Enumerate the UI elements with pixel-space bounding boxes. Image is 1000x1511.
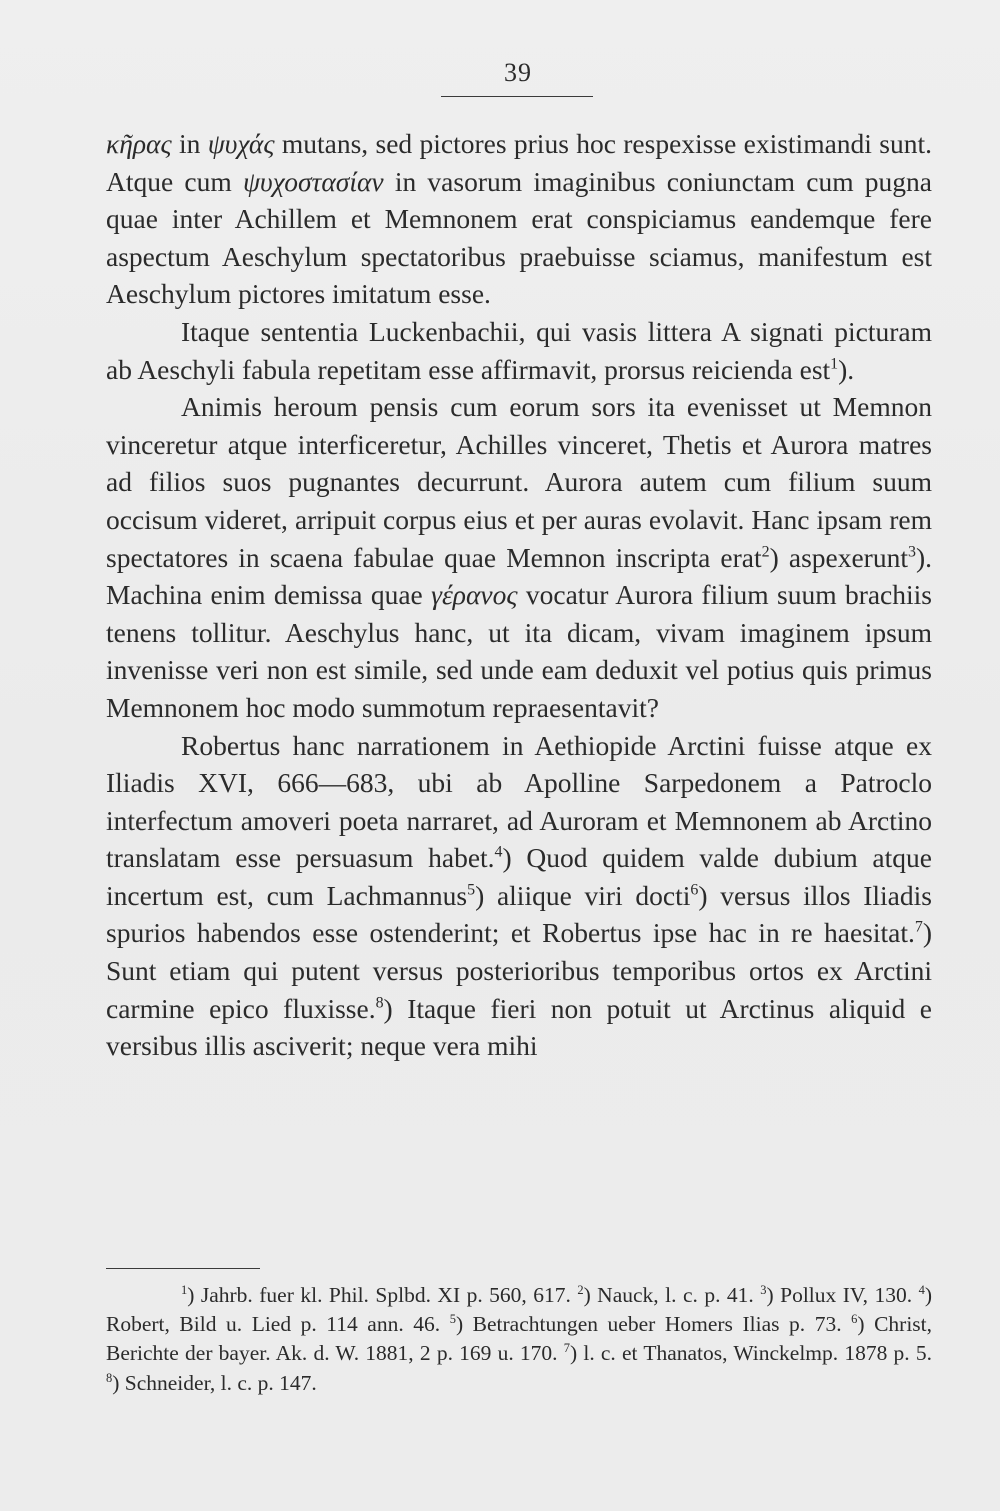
footnote-marker: 6 bbox=[690, 881, 699, 899]
footnote-number: 6 bbox=[851, 1312, 858, 1327]
footnote-number: 7 bbox=[563, 1341, 570, 1356]
footnote-text: ) Robert, Bild u. Lied p. 114 ann. 46. bbox=[106, 1283, 932, 1337]
text-segment: Robertus hanc narrationem in Aethiopide Arctini fuisse atque ex Iliadis XVI, 666—683, ubi ab Apolline Sarpedonem a Patroclo interfectum amoveri poeta narraret, ad Auroram et Memnonem ab Arctino translatam esse persuasum habet. bbox=[106, 729, 932, 874]
footnote-text: ) l. c. et Thanatos, Winckelmp. 1878 p. 5. bbox=[569, 1341, 932, 1366]
text-segment: ) Sunt etiam qui putent versus posterioribus temporibus ortos ex Arctini carmine epico fluxisse. bbox=[106, 917, 932, 1024]
footnote-marker: 2 bbox=[761, 543, 770, 561]
footnote-text: ) Betrachtungen ueber Homers Ilias p. 73. bbox=[455, 1312, 852, 1337]
text-segment: ) versus illos Iliadis spurios habendos esse ostenderint; et Robertus ipse hac in re haesitat. bbox=[106, 879, 932, 949]
footnote-marker: 8 bbox=[375, 994, 384, 1012]
text-segment: ) Quod quidem valde dubium atque incertum est, cum Lachmannus bbox=[106, 842, 932, 911]
text-segment: vocatur Aurora filium suum brachiis tenens tollitur. Aeschylus hanc, ut ita dicam, vivam imaginem ipsum invenisse veri non est simile, sed unde eam deduxit vel potius quis primus Memnonem hoc modo summotum repraesentavit? bbox=[106, 579, 932, 723]
greek-word: κῆρας bbox=[106, 128, 172, 159]
footnote-text: ) Nauck, l. c. p. 41. bbox=[583, 1283, 761, 1307]
footnote-number: 2 bbox=[577, 1282, 584, 1297]
footnote-marker: 1 bbox=[830, 355, 839, 373]
text-segment: ) Itaque fieri non potuit ut Arctinus aliquid e versibus illis asciverit; neque vera mihi bbox=[106, 992, 932, 1062]
text-segment: ) aliique viri docti bbox=[475, 879, 691, 911]
text-segment: Itaque sententia Luckenbachii, qui vasis littera A signati picturam ab Aeschyli fabula repetitam esse affirmavit, prorsus reicienda est bbox=[106, 315, 932, 385]
text-segment: ) aspexerunt bbox=[769, 541, 908, 573]
footnote-marker: 4 bbox=[494, 843, 503, 861]
footnote-text: ) Pollux IV, 130. bbox=[766, 1283, 919, 1307]
paragraph bbox=[106, 388, 932, 726]
footnote-number: 1 bbox=[181, 1282, 188, 1297]
footnotes bbox=[106, 1281, 932, 1398]
text-segment: in bbox=[171, 128, 208, 159]
main-text bbox=[106, 125, 932, 1065]
footnote-paragraph bbox=[106, 1281, 932, 1398]
text-segment: ). Machina enim demissa quae bbox=[106, 541, 932, 611]
text-segment: Animis heroum pensis cum eorum sors ita evenisset ut Memnon vinceretur atque interficeretur, Achilles vinceret, Thetis et Aurora matres ad filios suos pugnantes decurrunt. Aurora autem cum filium suum occisum videret, arripuit corpus eius et per auras evolavit. Hanc ipsam rem spectatores in scaena fabulae quae Memnon inscripta erat bbox=[106, 391, 932, 573]
header-rule bbox=[441, 96, 593, 97]
greek-word: ψυχάς bbox=[207, 128, 275, 159]
text-segment: mutans, sed pictores prius hoc respexisse existimandi sunt. Atque cum bbox=[106, 128, 932, 197]
footnote-number: 5 bbox=[449, 1312, 456, 1327]
paragraph bbox=[106, 313, 932, 388]
footnote-marker: 3 bbox=[907, 543, 916, 561]
text-segment: ). bbox=[838, 353, 855, 385]
footnote-text: ) Schneider, l. c. p. 147. bbox=[112, 1370, 317, 1395]
footnote-rule bbox=[106, 1268, 260, 1269]
page-number: 39 bbox=[504, 58, 532, 87]
footnote-number: 3 bbox=[760, 1282, 767, 1297]
footnote-text: ) Jahrb. fuer kl. Phil. Splbd. XI p. 560, 617. bbox=[187, 1283, 578, 1307]
footnote-number: 4 bbox=[918, 1282, 925, 1297]
greek-word: ψυχοστασίαν bbox=[242, 165, 384, 197]
footnote-marker: 7 bbox=[914, 919, 923, 937]
text-segment: in vasorum imaginibus coniunctam cum pugna quae inter Achillem et Memnonem erat conspiciamus eandemque fere aspectum Aeschylum spectatoribus praebuisse sciamus, manifestum est Aeschylum pictores imitatum esse. bbox=[106, 165, 932, 310]
footnote-text: ) Christ, Berichte der bayer. Ak. d. W. 1881, 2 p. 169 u. 170. bbox=[106, 1312, 933, 1366]
greek-word: γέρανος bbox=[431, 579, 518, 611]
paragraph bbox=[106, 125, 932, 313]
paragraph bbox=[106, 727, 932, 1065]
footnote-marker: 5 bbox=[467, 881, 476, 899]
footnote-number: 8 bbox=[106, 1370, 113, 1385]
